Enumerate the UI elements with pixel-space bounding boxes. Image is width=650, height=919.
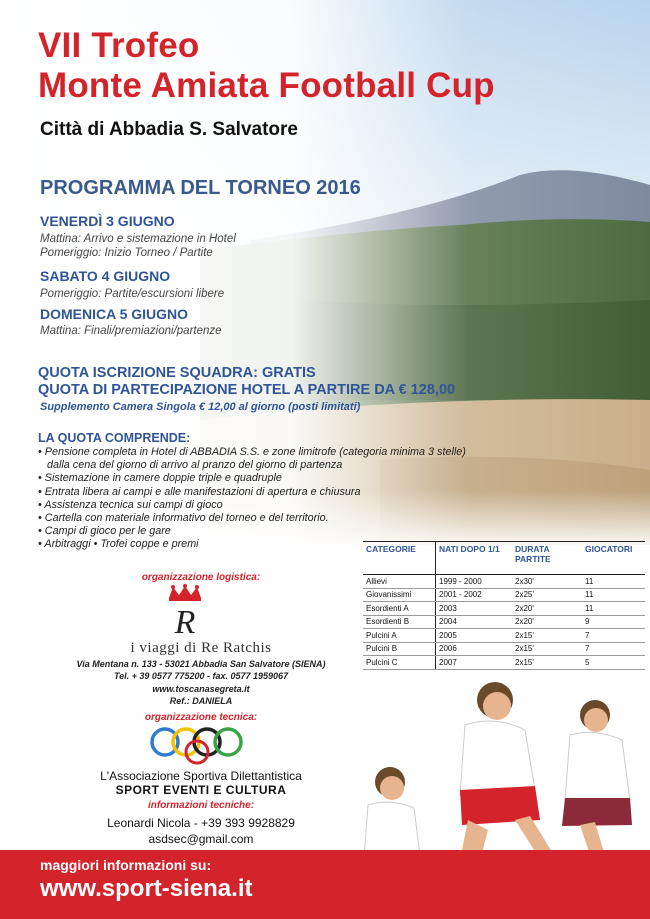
technical-info-label: informazioni tecniche: — [147, 800, 255, 811]
association-name: L'Associazione Sportiva Dilettantistica — [100, 769, 302, 783]
cell-duration: 2x30' — [512, 575, 582, 589]
col-header-duration: DURATA PARTITE — [512, 542, 582, 575]
cell-players: 11 — [582, 602, 645, 616]
olympic-rings-logo-icon — [145, 724, 255, 766]
cell-category: Pulcini B — [363, 642, 436, 656]
cell-born: 2003 — [436, 602, 513, 616]
cell-category: Pulcini A — [363, 629, 436, 643]
cell-duration: 2x15' — [512, 629, 582, 643]
includes-item: • Arbitraggi • Trofei coppe e premi — [38, 538, 199, 551]
quota-supplement: Supplemento Camera Singola € 12,00 al giorno (posti limitati) — [40, 401, 361, 413]
day-3-note-1: Mattina: Finali/premiazioni/partenze — [40, 325, 222, 337]
cell-born: 1999 - 2000 — [436, 575, 513, 589]
footer-website-link[interactable]: www.sport-siena.it — [40, 875, 253, 902]
day-1-note-1: Mattina: Arrivo e sistemazione in Hotel — [40, 233, 236, 245]
includes-item: dalla cena del giorno di arrivo al pranzo del giorno di partenza — [38, 459, 343, 472]
logistics-website[interactable]: www.toscanasegreta.it — [152, 684, 250, 694]
quota-hotel: QUOTA DI PARTECIPAZIONE HOTEL A PARTIRE DA € 128,00 — [38, 382, 456, 398]
cell-players: 5 — [582, 656, 645, 670]
cell-duration: 2x20' — [512, 602, 582, 616]
cell-players: 7 — [582, 629, 645, 643]
includes-heading: LA QUOTA COMPRENDE: — [38, 431, 191, 445]
day-1-title: VENERDÌ 3 GIUGNO — [40, 213, 175, 229]
includes-item: • Entrata libera ai campi e alle manifestazioni di apertura e chiusura — [38, 485, 361, 498]
cell-category: Giovanissimi — [363, 588, 436, 602]
association-title: SPORT EVENTI E CULTURA — [115, 783, 287, 797]
logistics-label: organizzazione logistica: — [141, 572, 261, 583]
title-line-1: VII Trofeo — [38, 26, 200, 65]
brand-name: i viaggi di Re Ratchis — [130, 640, 272, 656]
col-header-born-after: NATI DOPO 1/1 — [436, 542, 513, 575]
cell-category: Esordienti B — [363, 615, 436, 629]
includes-item: • Assistenza tecnica sui campi di gioco — [38, 498, 223, 511]
footer-more-info: maggiori informazioni su: — [40, 857, 212, 873]
logistics-ref: Ref.: DANIELA — [169, 696, 233, 706]
includes-item: • Sistemazione in camere doppie triple e quadruple — [38, 472, 282, 485]
table-row — [363, 629, 645, 643]
day-3-title: DOMENICA 5 GIUGNO — [40, 306, 189, 322]
cell-category: Esordienti A — [363, 602, 436, 616]
table-row — [363, 656, 645, 670]
table-row — [363, 588, 645, 602]
cell-born: 2004 — [436, 615, 513, 629]
cell-category: Pulcini C — [363, 656, 436, 670]
day-2-title: SABATO 4 GIUGNO — [40, 268, 171, 284]
logistics-phone: Tel. + 39 0577 775200 - fax. 0577 1959067 — [113, 671, 289, 681]
contact-email[interactable]: asdsec@gmail.com — [148, 832, 254, 846]
includes-item: • Campi di gioco per le gare — [38, 525, 171, 538]
cell-duration: 2x15' — [512, 656, 582, 670]
includes-item: • Cartella con materiale informativo del torneo e del territorio. — [38, 512, 329, 525]
title-line-2: Monte Amiata Football Cup — [38, 66, 495, 105]
cell-born: 2006 — [436, 642, 513, 656]
cell-born: 2007 — [436, 656, 513, 670]
cell-duration: 2x15' — [512, 642, 582, 656]
table-row — [363, 575, 645, 589]
cell-players: 11 — [582, 588, 645, 602]
categories-table — [363, 541, 645, 670]
cell-category: Allievi — [363, 575, 436, 589]
quota-registration: QUOTA ISCRIZIONE SQUADRA: GRATIS — [38, 365, 316, 381]
table-header-row — [363, 542, 645, 575]
logo-letter: R — [174, 604, 196, 640]
cell-players: 9 — [582, 615, 645, 629]
programme-heading: PROGRAMMA DEL TORNEO 2016 — [40, 177, 361, 199]
day-1-note-2: Pomeriggio: Inizio Torneo / Partite — [40, 247, 213, 259]
cell-duration: 2x20' — [512, 615, 582, 629]
includes-item: • Pensione completa in Hotel di ABBADIA S.S. e zone limitrofe (categoria minima 3 stelle) — [38, 446, 466, 458]
table-row — [363, 615, 645, 629]
col-header-category: CATEGORIE — [363, 542, 436, 575]
day-2-note-1: Pomeriggio: Partite/escursioni libere — [40, 288, 225, 300]
contact-name-phone: Leonardi Nicola - +39 393 9928829 — [107, 816, 295, 830]
subtitle: Città di Abbadia S. Salvatore — [40, 119, 298, 140]
table-row — [363, 642, 645, 656]
technical-label: organizzazione tecnica: — [144, 712, 258, 723]
cell-duration: 2x25' — [512, 588, 582, 602]
table-row — [363, 602, 645, 616]
cell-players: 7 — [582, 642, 645, 656]
cell-players: 11 — [582, 575, 645, 589]
re-ratchis-logo-icon — [163, 584, 207, 640]
cell-born: 2005 — [436, 629, 513, 643]
includes-list — [38, 446, 508, 552]
col-header-players: GIOCATORI — [582, 542, 645, 575]
logistics-address: Via Mentana n. 133 - 53021 Abbadia San Salvatore (SIENA) — [76, 659, 326, 669]
cell-born: 2001 - 2002 — [436, 588, 513, 602]
